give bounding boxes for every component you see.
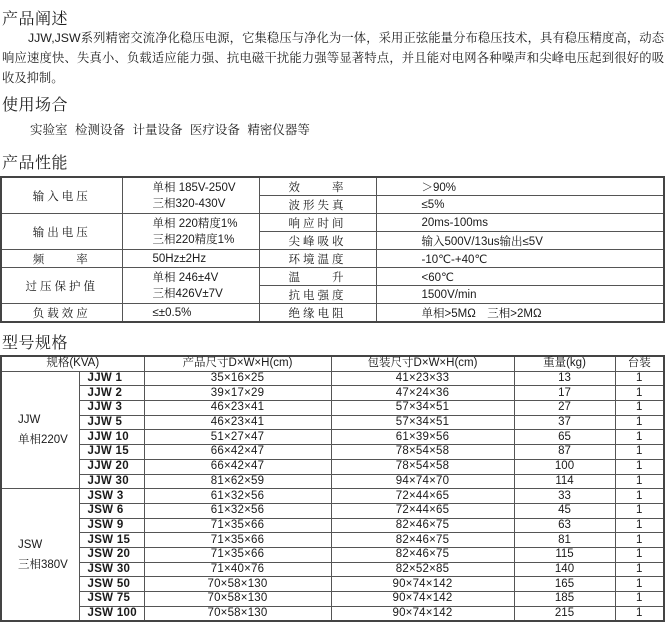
col-header-product-size: 产品尺寸D×W×H(cm) [144,356,331,371]
model-cell: JJW 15 [79,445,144,460]
weight-cell: 65 [514,430,615,445]
package-size-cell: 82×46×75 [331,518,514,533]
qty-cell: 1 [615,592,664,607]
qty-cell: 1 [615,562,664,577]
perf-label: 过压保护值 [1,268,122,304]
qty-cell: 1 [615,401,664,416]
perf-label: 输入电压 [1,177,122,214]
table-row [1,533,664,548]
table-row [1,592,664,607]
weight-cell: 13 [514,371,615,386]
qty-cell: 1 [615,489,664,504]
perf-value: 单相>5MΩ 三相>2MΩ [376,304,664,323]
perf-label: 绝缘电阻 [259,304,376,323]
model-cell: JJW 30 [79,474,144,489]
model-cell: JJW 10 [79,430,144,445]
perf-value: ≤5% [376,196,664,214]
perf-label: 温 升 [259,268,376,286]
table-row [1,577,664,592]
weight-cell: 37 [514,415,615,430]
product-size-cell: 61×32×56 [144,503,331,518]
model-cell: JSW 30 [79,562,144,577]
model-cell: JSW 3 [79,489,144,504]
perf-value: 20ms-100ms [376,214,664,232]
model-cell: JSW 20 [79,547,144,562]
weight-cell: 165 [514,577,615,592]
product-size-cell: 71×35×66 [144,547,331,562]
series-group-cell [1,371,79,489]
product-size-cell: 66×42×47 [144,459,331,474]
perf-value: ＞90% [376,177,664,196]
section-title-usage: 使用场合 [2,95,69,114]
package-size-cell: 57×34×51 [331,415,514,430]
package-size-cell: 61×39×56 [331,430,514,445]
model-cell: JJW 1 [79,371,144,386]
perf-value: <60℃ [376,268,664,286]
table-row [1,371,664,386]
qty-cell: 1 [615,459,664,474]
model-cell: JSW 75 [79,592,144,607]
package-size-cell: 82×46×75 [331,533,514,548]
section-title-overview: 产品阐述 [2,9,69,28]
model-cell: JSW 9 [79,518,144,533]
performance-table [0,176,665,323]
overview-text: JJW,JSW系列精密交流净化稳压电源，它集稳压与净化为一体，采用正弦能量分布稳压技术，具有稳压精度高，动态响应速度快、失真小、负载适应能力强、抗电磁干扰能力强等显著特点，并且能对电网各种噪声和尖峰电压起到很好的吸收及抑制。 [2,31,664,85]
package-size-cell: 78×54×58 [331,445,514,460]
perf-value: 单相 246±4V 三相426V±7V [122,268,259,304]
model-cell: JSW 15 [79,533,144,548]
model-cell: JSW 100 [79,606,144,621]
weight-cell: 215 [514,606,615,621]
qty-cell: 1 [615,445,664,460]
product-size-cell: 66×42×47 [144,445,331,460]
perf-value: -10℃-+40℃ [376,250,664,268]
package-size-cell: 47×24×36 [331,386,514,401]
perf-value: 1500V/min [376,286,664,304]
weight-cell: 114 [514,474,615,489]
table-row [1,445,664,460]
qty-cell: 1 [615,430,664,445]
series-name: JSW [18,538,43,551]
package-size-cell: 78×54×58 [331,459,514,474]
weight-cell: 81 [514,533,615,548]
qty-cell: 1 [615,577,664,592]
table-row [1,474,664,489]
overview-paragraph [2,28,664,88]
table-row [1,430,664,445]
perf-value: ≤±0.5% [122,304,259,323]
package-size-cell: 90×74×142 [331,577,514,592]
weight-cell: 27 [514,401,615,416]
qty-cell: 1 [615,415,664,430]
table-row [1,489,664,504]
perf-label: 波形失真 [259,196,376,214]
table-row [1,415,664,430]
table-row [1,386,664,401]
qty-cell: 1 [615,606,664,621]
perf-label: 抗电强度 [259,286,376,304]
series-name: JJW [18,413,41,426]
table-row [1,503,664,518]
table-row [1,547,664,562]
perf-label: 频 率 [1,250,122,268]
qty-cell: 1 [615,533,664,548]
perf-value: 50Hz±2Hz [122,250,259,268]
package-size-cell: 82×46×75 [331,547,514,562]
model-cell: JJW 2 [79,386,144,401]
product-size-cell: 39×17×29 [144,386,331,401]
qty-cell: 1 [615,474,664,489]
product-size-cell: 71×35×66 [144,518,331,533]
package-size-cell: 90×74×142 [331,592,514,607]
package-size-cell: 41×23×33 [331,371,514,386]
section-title-performance: 产品性能 [2,153,69,172]
model-cell: JJW 20 [79,459,144,474]
qty-cell: 1 [615,503,664,518]
model-cell: JJW 5 [79,415,144,430]
package-size-cell: 90×74×142 [331,606,514,621]
table-row [1,401,664,416]
qty-cell: 1 [615,547,664,562]
product-size-cell: 70×58×130 [144,577,331,592]
product-size-cell: 71×35×66 [144,533,331,548]
table-row [1,606,664,621]
weight-cell: 100 [514,459,615,474]
product-size-cell: 81×62×59 [144,474,331,489]
section-title-spec: 型号规格 [2,333,69,352]
package-size-cell: 72×44×65 [331,489,514,504]
perf-label: 尖峰吸收 [259,232,376,250]
weight-cell: 140 [514,562,615,577]
package-size-cell: 72×44×65 [331,503,514,518]
table-row [1,562,664,577]
spec-header-row [1,356,664,371]
product-size-cell: 71×40×76 [144,562,331,577]
weight-cell: 87 [514,445,615,460]
model-cell: JSW 6 [79,503,144,518]
package-size-cell: 94×74×70 [331,474,514,489]
weight-cell: 17 [514,386,615,401]
col-header-weight: 重量(kg) [514,356,615,371]
perf-label: 环境温度 [259,250,376,268]
col-header-package-size: 包装尺寸D×W×H(cm) [331,356,514,371]
table-row [1,459,664,474]
product-size-cell: 70×58×130 [144,592,331,607]
series-phase: 单相220V [18,433,68,446]
perf-label: 输出电压 [1,214,122,250]
package-size-cell: 57×34×51 [331,401,514,416]
qty-cell: 1 [615,386,664,401]
qty-cell: 1 [615,371,664,386]
weight-cell: 63 [514,518,615,533]
col-header-qty: 台装 [615,356,664,371]
weight-cell: 185 [514,592,615,607]
product-size-cell: 46×23×41 [144,401,331,416]
qty-cell: 1 [615,518,664,533]
product-size-cell: 46×23×41 [144,415,331,430]
perf-label: 负载效应 [1,304,122,323]
package-size-cell: 82×52×85 [331,562,514,577]
product-size-cell: 35×16×25 [144,371,331,386]
col-header-model: 规格(KVA) [1,356,144,371]
weight-cell: 45 [514,503,615,518]
perf-value: 输入500V/13us输出≤5V [376,232,664,250]
model-cell: JJW 3 [79,401,144,416]
weight-cell: 115 [514,547,615,562]
series-group-cell [1,489,79,622]
weight-cell: 33 [514,489,615,504]
product-size-cell: 70×58×130 [144,606,331,621]
product-size-cell: 51×27×47 [144,430,331,445]
perf-label: 效 率 [259,177,376,196]
perf-value: 单相 220精度1% 三相220精度1% [122,214,259,250]
table-row [1,518,664,533]
perf-value: 单相 185V-250V 三相320-430V [122,177,259,214]
spec-table [0,355,665,622]
product-size-cell: 61×32×56 [144,489,331,504]
model-cell: JSW 50 [79,577,144,592]
perf-label: 响应时间 [259,214,376,232]
usage-list: 实验室 检测设备 计量设备 医疗设备 精密仪器等 [30,123,310,137]
series-phase: 三相380V [18,558,68,571]
